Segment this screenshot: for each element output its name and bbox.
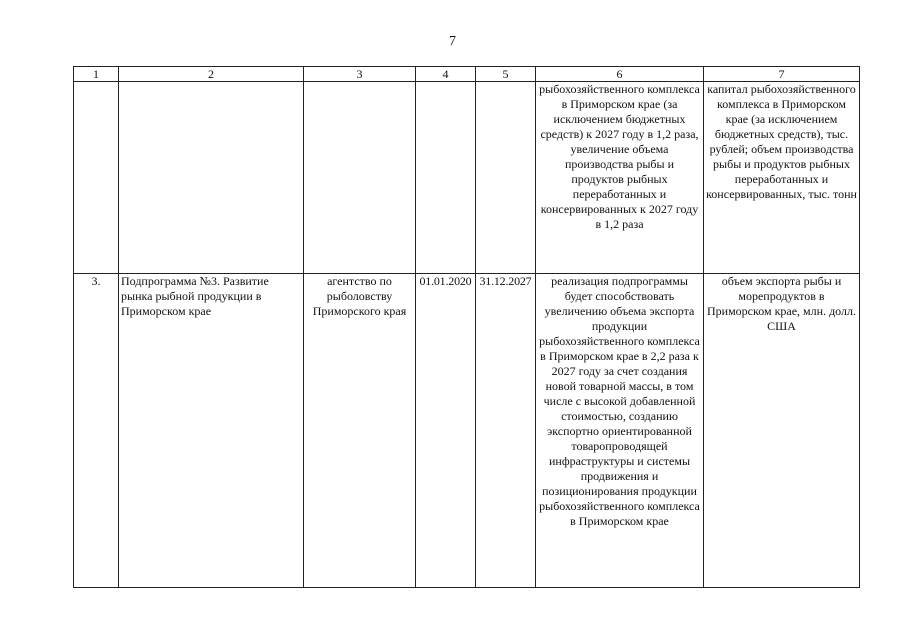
program-table: [73, 66, 860, 588]
header-cell-6: 6: [536, 67, 704, 82]
header-cell-3: 3: [304, 67, 416, 82]
row3-end-date: 31.12.2027: [476, 274, 536, 588]
header-cell-4: 4: [416, 67, 476, 82]
table-row: [74, 274, 860, 588]
header-cell-1: 1: [74, 67, 119, 82]
header-cell-5: 5: [476, 67, 536, 82]
row3-subprogram-name: Подпрограмма №3. Развитие рынка рыбной продукции в Приморском крае: [119, 274, 304, 588]
cont-cell-start: [416, 82, 476, 274]
cont-cell-end: [476, 82, 536, 274]
row3-num: 3.: [74, 274, 119, 588]
header-cell-2: 2: [119, 67, 304, 82]
cont-cell-executor: [304, 82, 416, 274]
row3-executor: агентство по рыболовству Приморского края: [304, 274, 416, 588]
row3-indicator: объем экспорта рыбы и морепродуктов в Приморском крае, млн. долл. США: [704, 274, 860, 588]
cont-cell-num: [74, 82, 119, 274]
cont-cell-result: рыбохозяйственного комплекса в Приморском крае (за исключением бюджетных средств) к 2027 году в 1,2 раза, увеличение объема производства рыбы и продуктов рыбных переработанных и консервированных к 2027 году в 1,2 раза: [536, 82, 704, 274]
row3-start-date: 01.01.2020: [416, 274, 476, 588]
table-row: [74, 82, 860, 274]
header-cell-7: 7: [704, 67, 860, 82]
cont-cell-name: [119, 82, 304, 274]
cont-cell-indicator: капитал рыбохозяйственного комплекса в Приморском крае (за исключением бюджетных средств), тыс. рублей; объем производства рыбы и продуктов рыбных переработанных и консервированных, тыс. тонн: [704, 82, 860, 274]
row3-expected-result: реализация подпрограммы будет способствовать увеличению объема экспорта продукции рыбохозяйственного комплекса в Приморском крае в 2,2 раза к 2027 году за счет создания новой товарной массы, в том числе с высокой добавленной стоимостью, созданию экспортно ориентированной товаропроводящей инфраструктуры и системы продвижения и позиционирования продукции рыбохозяйственного комплекса в Приморском крае: [536, 274, 704, 588]
table-header-row: [74, 67, 860, 82]
page-number: 7: [449, 34, 456, 49]
